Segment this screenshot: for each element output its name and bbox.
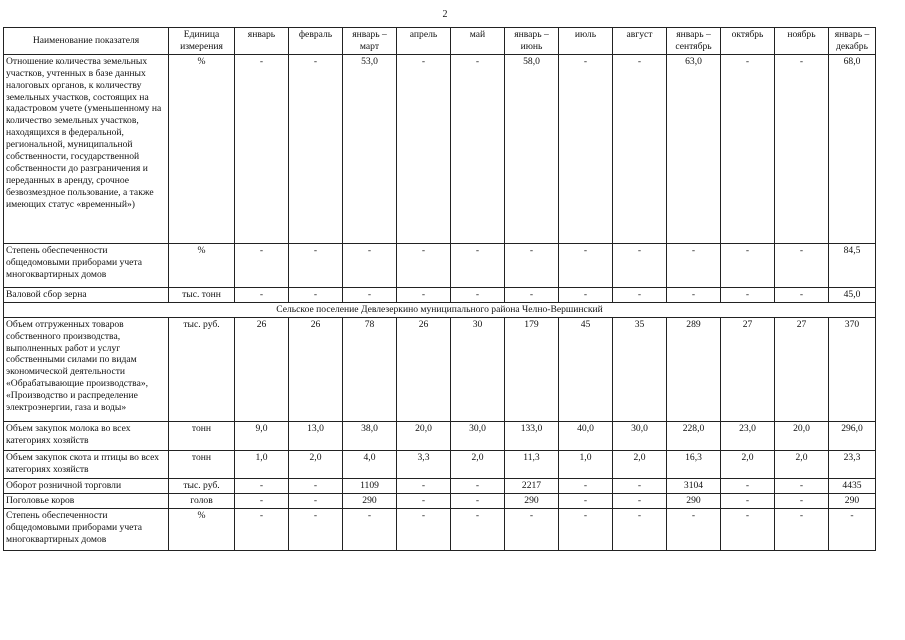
value-cell: 38,0 (343, 421, 397, 450)
value-cell: - (721, 54, 775, 243)
value-cell: - (721, 243, 775, 287)
value-cell: - (775, 54, 829, 243)
indicator-name: Степень обеспеченности общедомовыми приборами учета многоквартирных домов (4, 243, 169, 287)
indicator-unit: тонн (169, 450, 235, 478)
value-cell: 133,0 (505, 421, 559, 450)
indicator-unit: тыс. руб. (169, 478, 235, 493)
value-cell: 228,0 (667, 421, 721, 450)
value-cell: 20,0 (397, 421, 451, 450)
indicator-unit: тыс. тонн (169, 287, 235, 302)
header-period: январь – июнь (505, 28, 559, 55)
value-cell: 290 (667, 493, 721, 508)
value-cell: - (397, 478, 451, 493)
value-cell: 2,0 (613, 450, 667, 478)
page-number: 2 (442, 9, 448, 20)
value-cell: 296,0 (829, 421, 876, 450)
section-row (4, 302, 876, 317)
value-cell: 23,0 (721, 421, 775, 450)
value-cell: 45 (559, 317, 613, 421)
value-cell: 4435 (829, 478, 876, 493)
header-period: январь – март (343, 28, 397, 55)
value-cell: 23,3 (829, 450, 876, 478)
header-period: апрель (397, 28, 451, 55)
value-cell: - (559, 493, 613, 508)
value-cell: 35 (613, 317, 667, 421)
value-cell: - (451, 54, 505, 243)
value-cell: - (613, 508, 667, 550)
value-cell: - (613, 54, 667, 243)
table-row (4, 317, 876, 421)
value-cell: - (289, 508, 343, 550)
value-cell: 290 (505, 493, 559, 508)
value-cell: - (721, 478, 775, 493)
table-row (4, 508, 876, 550)
indicator-unit: % (169, 243, 235, 287)
value-cell: 3104 (667, 478, 721, 493)
value-cell: - (505, 508, 559, 550)
value-cell: 30,0 (451, 421, 505, 450)
value-cell: - (721, 287, 775, 302)
indicators-table (3, 27, 876, 551)
value-cell: - (613, 478, 667, 493)
indicator-name: Объем закупок скота и птицы во всех категориях хозяйств (4, 450, 169, 478)
indicator-unit: % (169, 54, 235, 243)
value-cell: - (775, 508, 829, 550)
value-cell: 27 (775, 317, 829, 421)
value-cell: - (289, 287, 343, 302)
table-header-row (4, 28, 876, 55)
value-cell: 30,0 (613, 421, 667, 450)
value-cell: - (235, 478, 289, 493)
value-cell: - (505, 287, 559, 302)
indicator-unit: % (169, 508, 235, 550)
value-cell: 26 (397, 317, 451, 421)
indicator-name: Поголовье коров (4, 493, 169, 508)
value-cell: - (451, 243, 505, 287)
value-cell: 1109 (343, 478, 397, 493)
indicator-name: Объем отгруженных товаров собственного производства, выполненных работ и услуг собственными силами по видам экономической деятельности «Обрабатывающие производства», «Производство и распределение электроэнергии, газа и воды» (4, 317, 169, 421)
value-cell: - (829, 508, 876, 550)
value-cell: - (775, 478, 829, 493)
value-cell: 2,0 (721, 450, 775, 478)
value-cell: 1,0 (235, 450, 289, 478)
value-cell: 11,3 (505, 450, 559, 478)
value-cell: - (559, 243, 613, 287)
value-cell: - (451, 493, 505, 508)
value-cell: - (235, 243, 289, 287)
value-cell: 78 (343, 317, 397, 421)
value-cell: - (451, 287, 505, 302)
value-cell: 179 (505, 317, 559, 421)
table-row (4, 287, 876, 302)
value-cell: 3,3 (397, 450, 451, 478)
value-cell: - (613, 243, 667, 287)
header-period: май (451, 28, 505, 55)
value-cell: 53,0 (343, 54, 397, 243)
value-cell: - (775, 493, 829, 508)
value-cell: - (397, 54, 451, 243)
table-row (4, 493, 876, 508)
value-cell: 40,0 (559, 421, 613, 450)
value-cell: 2,0 (289, 450, 343, 478)
value-cell: 63,0 (667, 54, 721, 243)
value-cell: - (235, 54, 289, 243)
header-period: ноябрь (775, 28, 829, 55)
value-cell: - (235, 287, 289, 302)
value-cell: - (559, 478, 613, 493)
value-cell: - (289, 493, 343, 508)
header-period: январь (235, 28, 289, 55)
value-cell: - (343, 287, 397, 302)
value-cell: - (667, 243, 721, 287)
value-cell: - (289, 478, 343, 493)
value-cell: 290 (829, 493, 876, 508)
value-cell: - (397, 287, 451, 302)
value-cell: - (235, 493, 289, 508)
value-cell: - (559, 287, 613, 302)
value-cell: - (613, 493, 667, 508)
value-cell: 26 (289, 317, 343, 421)
value-cell: - (505, 243, 559, 287)
header-period: июль (559, 28, 613, 55)
value-cell: - (289, 243, 343, 287)
value-cell: 16,3 (667, 450, 721, 478)
value-cell: - (397, 508, 451, 550)
indicator-unit: тонн (169, 421, 235, 450)
value-cell: - (343, 508, 397, 550)
header-name: Наименование показателя (4, 28, 169, 55)
value-cell: - (451, 508, 505, 550)
value-cell: 20,0 (775, 421, 829, 450)
value-cell: 27 (721, 317, 775, 421)
indicator-name: Валовой сбор зерна (4, 287, 169, 302)
section-title: Сельское поселение Девлезеркино муниципального района Челно-Вершинский (4, 302, 876, 317)
indicator-name: Отношение количества земельных участков, учтенных в базе данных налоговых органов, к количеству земельных участков, состоящих на кадастровом учете (уменьшенному на количество земельных участков, находящихся в федеральной, региональной, муниципальной собственности, государственной собственности до разграничения и переданных в аренду, срочное безвозмездное пользование, а также имеющих статус «временный») (4, 54, 169, 243)
header-period: январь – сентябрь (667, 28, 721, 55)
value-cell: - (451, 478, 505, 493)
value-cell: - (721, 508, 775, 550)
indicator-name: Оборот розничной торговли (4, 478, 169, 493)
value-cell: 289 (667, 317, 721, 421)
value-cell: 30 (451, 317, 505, 421)
value-cell: 84,5 (829, 243, 876, 287)
header-unit: Единица измерения (169, 28, 235, 55)
header-period: январь – декабрь (829, 28, 876, 55)
table-body (4, 28, 876, 551)
value-cell: 68,0 (829, 54, 876, 243)
value-cell: - (775, 243, 829, 287)
value-cell: - (559, 508, 613, 550)
value-cell: - (667, 508, 721, 550)
value-cell: - (397, 493, 451, 508)
value-cell: 370 (829, 317, 876, 421)
header-period: февраль (289, 28, 343, 55)
value-cell: - (343, 243, 397, 287)
value-cell: - (667, 287, 721, 302)
value-cell: 2217 (505, 478, 559, 493)
header-period: октябрь (721, 28, 775, 55)
value-cell: 1,0 (559, 450, 613, 478)
table-row (4, 54, 876, 243)
value-cell: 26 (235, 317, 289, 421)
table-row (4, 421, 876, 450)
table-row (4, 478, 876, 493)
header-period: август (613, 28, 667, 55)
indicator-name: Степень обеспеченности общедомовыми приборами учета многоквартирных домов (4, 508, 169, 550)
value-cell: 290 (343, 493, 397, 508)
value-cell: - (721, 493, 775, 508)
indicator-name: Объем закупок молока во всех категориях хозяйств (4, 421, 169, 450)
value-cell: - (613, 287, 667, 302)
indicator-unit: тыс. руб. (169, 317, 235, 421)
value-cell: 58,0 (505, 54, 559, 243)
value-cell: 2,0 (451, 450, 505, 478)
indicator-unit: голов (169, 493, 235, 508)
value-cell: - (559, 54, 613, 243)
value-cell: - (775, 287, 829, 302)
value-cell: - (289, 54, 343, 243)
value-cell: 13,0 (289, 421, 343, 450)
value-cell: - (397, 243, 451, 287)
table-row (4, 243, 876, 287)
value-cell: 2,0 (775, 450, 829, 478)
value-cell: - (235, 508, 289, 550)
value-cell: 9,0 (235, 421, 289, 450)
value-cell: 45,0 (829, 287, 876, 302)
value-cell: 4,0 (343, 450, 397, 478)
table-row (4, 450, 876, 478)
